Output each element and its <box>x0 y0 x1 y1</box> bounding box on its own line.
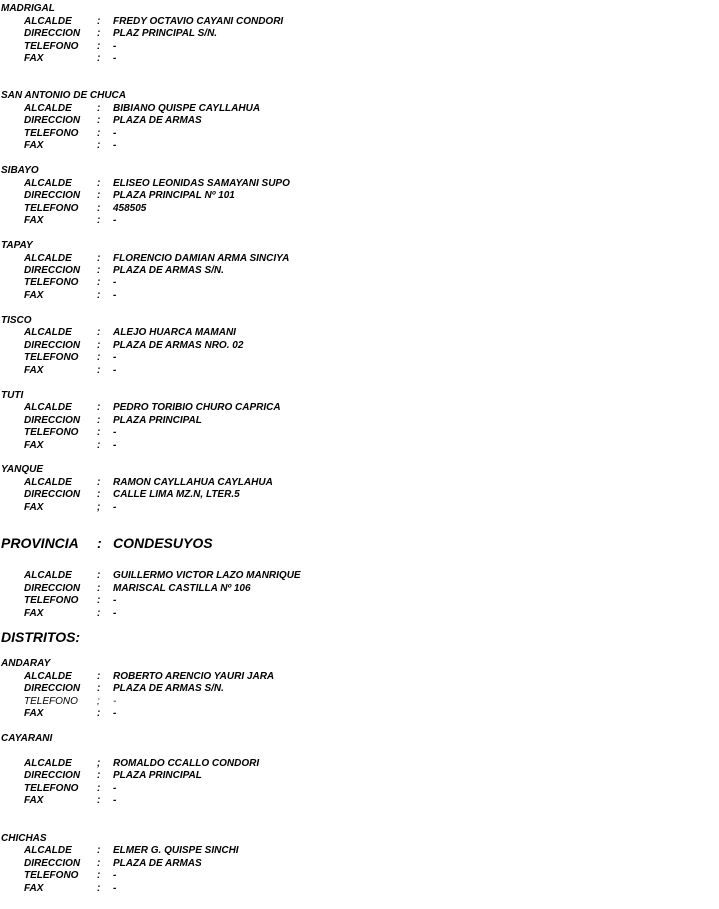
field-label: DIRECCION <box>24 190 81 201</box>
province-separator: : <box>97 535 102 551</box>
field-separator: ; <box>97 502 101 513</box>
field-label: ALCALDE <box>24 845 72 856</box>
field-separator: : <box>97 883 101 894</box>
field-separator: : <box>97 858 101 869</box>
field-value: PLAZA DE ARMAS S/N. <box>113 683 224 694</box>
field-label: DIRECCION <box>24 583 81 594</box>
field-label: TELEFONO <box>24 696 78 707</box>
field-value: - <box>113 277 117 288</box>
field-separator: : <box>97 870 101 881</box>
field-label: ALCALDE <box>24 103 72 114</box>
field-separator: : <box>97 845 101 856</box>
field-value: FLORENCIO DAMIAN ARMA SINCIYA <box>113 253 290 264</box>
field-value: - <box>113 128 117 139</box>
field-value: PLAZ PRINCIPAL S/N. <box>113 28 218 39</box>
field-separator: : <box>97 489 101 500</box>
field-value: PLAZA DE ARMAS <box>113 115 202 126</box>
field-label: FAX <box>24 365 44 376</box>
district-name: CAYARANI <box>1 733 53 744</box>
field-separator: ; <box>97 696 100 707</box>
field-separator: : <box>97 770 101 781</box>
field-separator: : <box>97 477 101 488</box>
field-value: PLAZA PRINCIPAL <box>113 415 202 426</box>
district-name: CHICHAS <box>1 833 47 844</box>
field-value: - <box>113 140 117 151</box>
field-value: PEDRO TORIBIO CHURO CAPRICA <box>113 402 281 413</box>
field-separator: : <box>97 215 101 226</box>
field-separator: : <box>97 103 101 114</box>
field-value: - <box>113 595 117 606</box>
field-value: PLAZA DE ARMAS S/N. <box>113 265 224 276</box>
field-label: ALCALDE <box>24 570 72 581</box>
field-label: ALCALDE <box>24 402 72 413</box>
field-value: FREDY OCTAVIO CAYANI CONDORI <box>113 16 284 27</box>
field-value: - <box>113 870 117 881</box>
province-heading <box>1 534 213 552</box>
district-name: ANDARAY <box>1 658 51 669</box>
field-value: RAMON CAYLLAHUA CAYLAHUA <box>113 477 273 488</box>
field-label: TELEFONO <box>24 783 79 794</box>
field-label: TELEFONO <box>24 203 79 214</box>
field-separator: : <box>97 16 101 27</box>
field-separator: : <box>97 203 101 214</box>
field-separator: : <box>97 253 101 264</box>
field-separator: : <box>97 327 101 338</box>
field-value: MARISCAL CASTILLA Nº 106 <box>113 583 251 594</box>
field-value: - <box>113 365 117 376</box>
field-value: BIBIANO QUISPE CAYLLAHUA <box>113 103 261 114</box>
field-separator: : <box>97 671 101 682</box>
field-separator: : <box>97 365 101 376</box>
field-label: DIRECCION <box>24 340 81 351</box>
field-label: TELEFONO <box>24 352 79 363</box>
district-name: TISCO <box>1 315 32 326</box>
field-separator: : <box>97 595 101 606</box>
field-label: TELEFONO <box>24 870 79 881</box>
district-name: SAN ANTONIO DE CHUCA <box>1 90 127 101</box>
field-label: TELEFONO <box>24 128 79 139</box>
field-separator: : <box>97 290 101 301</box>
field-label: FAX <box>24 290 44 301</box>
field-label: TELEFONO <box>24 595 79 606</box>
field-label: TELEFONO <box>24 41 79 52</box>
field-separator: : <box>97 340 101 351</box>
field-label: DIRECCION <box>24 265 81 276</box>
field-separator: : <box>97 440 101 451</box>
field-value: - <box>113 795 117 806</box>
field-label: ALCALDE <box>24 477 72 488</box>
field-value: PLAZA DE ARMAS NRO. 02 <box>113 340 244 351</box>
field-label: FAX <box>24 53 44 64</box>
field-separator: : <box>97 783 101 794</box>
field-value: - <box>113 883 117 894</box>
field-value: - <box>113 53 117 64</box>
field-separator: : <box>97 140 101 151</box>
field-label: FAX <box>24 215 44 226</box>
field-separator: : <box>97 277 101 288</box>
district-name: TUTI <box>1 390 24 401</box>
field-separator: : <box>97 28 101 39</box>
field-value: - <box>113 783 117 794</box>
field-label: FAX <box>24 502 44 513</box>
field-value: ELISEO LEONIDAS SAMAYANI SUPO <box>113 178 290 189</box>
field-value: PLAZA PRINCIPAL Nº 101 <box>113 190 235 201</box>
field-label: DIRECCION <box>24 415 81 426</box>
field-label: FAX <box>24 708 44 719</box>
field-value: - <box>113 427 117 438</box>
district-name: SIBAYO <box>1 165 39 176</box>
field-value: - <box>113 502 117 513</box>
field-label: FAX <box>24 608 44 619</box>
field-separator: : <box>97 402 101 413</box>
field-separator: : <box>97 53 101 64</box>
field-label: DIRECCION <box>24 489 81 500</box>
field-label: DIRECCION <box>24 28 81 39</box>
field-value: - <box>113 352 117 363</box>
field-separator: : <box>97 415 101 426</box>
field-label: TELEFONO <box>24 427 79 438</box>
field-separator: : <box>97 178 101 189</box>
district-name: MADRIGAL <box>1 3 55 14</box>
field-label: ALCALDE <box>24 758 72 769</box>
field-label: FAX <box>24 795 44 806</box>
field-value: - <box>113 41 117 52</box>
field-separator: : <box>97 41 101 52</box>
province-name: CONDESUYOS <box>113 535 213 551</box>
field-separator: : <box>97 608 101 619</box>
field-label: ALCALDE <box>24 16 72 27</box>
field-separator: : <box>97 683 101 694</box>
field-label: ALCALDE <box>24 327 72 338</box>
field-label: TELEFONO <box>24 277 79 288</box>
field-value: PLAZA PRINCIPAL <box>113 770 202 781</box>
district-name: TAPAY <box>1 240 33 251</box>
field-value: ROBERTO ARENCIO YAURI JARA <box>113 671 275 682</box>
field-value: - <box>113 608 117 619</box>
field-label: FAX <box>24 883 44 894</box>
field-label: FAX <box>24 440 44 451</box>
field-label: DIRECCION <box>24 858 81 869</box>
field-separator: : <box>97 708 101 719</box>
field-separator: : <box>97 427 101 438</box>
field-value: - <box>113 440 117 451</box>
field-separator: : <box>97 352 101 363</box>
field-value: ELMER G. QUISPE SINCHI <box>113 845 239 856</box>
field-label: FAX <box>24 140 44 151</box>
field-value: 458505 <box>113 203 147 214</box>
field-label: DIRECCION <box>24 683 81 694</box>
field-separator: ; <box>97 758 101 769</box>
field-separator: : <box>97 265 101 276</box>
field-label: ALCALDE <box>24 671 72 682</box>
districts-heading: DISTRITOS: <box>1 629 81 645</box>
field-label: DIRECCION <box>24 115 81 126</box>
field-value: CALLE LIMA MZ.N, LTER.5 <box>113 489 240 500</box>
field-separator: : <box>97 570 101 581</box>
field-value: - <box>113 696 117 707</box>
field-value: ALEJO HUARCA MAMANI <box>113 327 236 338</box>
field-value: - <box>113 215 117 226</box>
field-separator: : <box>97 128 101 139</box>
field-value: - <box>113 708 117 719</box>
field-value: ROMALDO CCALLO CONDORI <box>113 758 260 769</box>
field-separator: : <box>97 115 101 126</box>
district-name: YANQUE <box>1 464 44 475</box>
province-label: PROVINCIA <box>1 535 79 551</box>
field-separator: : <box>97 190 101 201</box>
field-label: ALCALDE <box>24 178 72 189</box>
field-value: GUILLERMO VICTOR LAZO MANRIQUE <box>113 570 301 581</box>
field-value: - <box>113 290 117 301</box>
field-label: ALCALDE <box>24 253 72 264</box>
field-value: PLAZA DE ARMAS <box>113 858 202 869</box>
field-label: DIRECCION <box>24 770 81 781</box>
field-separator: : <box>97 583 101 594</box>
field-separator: : <box>97 795 101 806</box>
